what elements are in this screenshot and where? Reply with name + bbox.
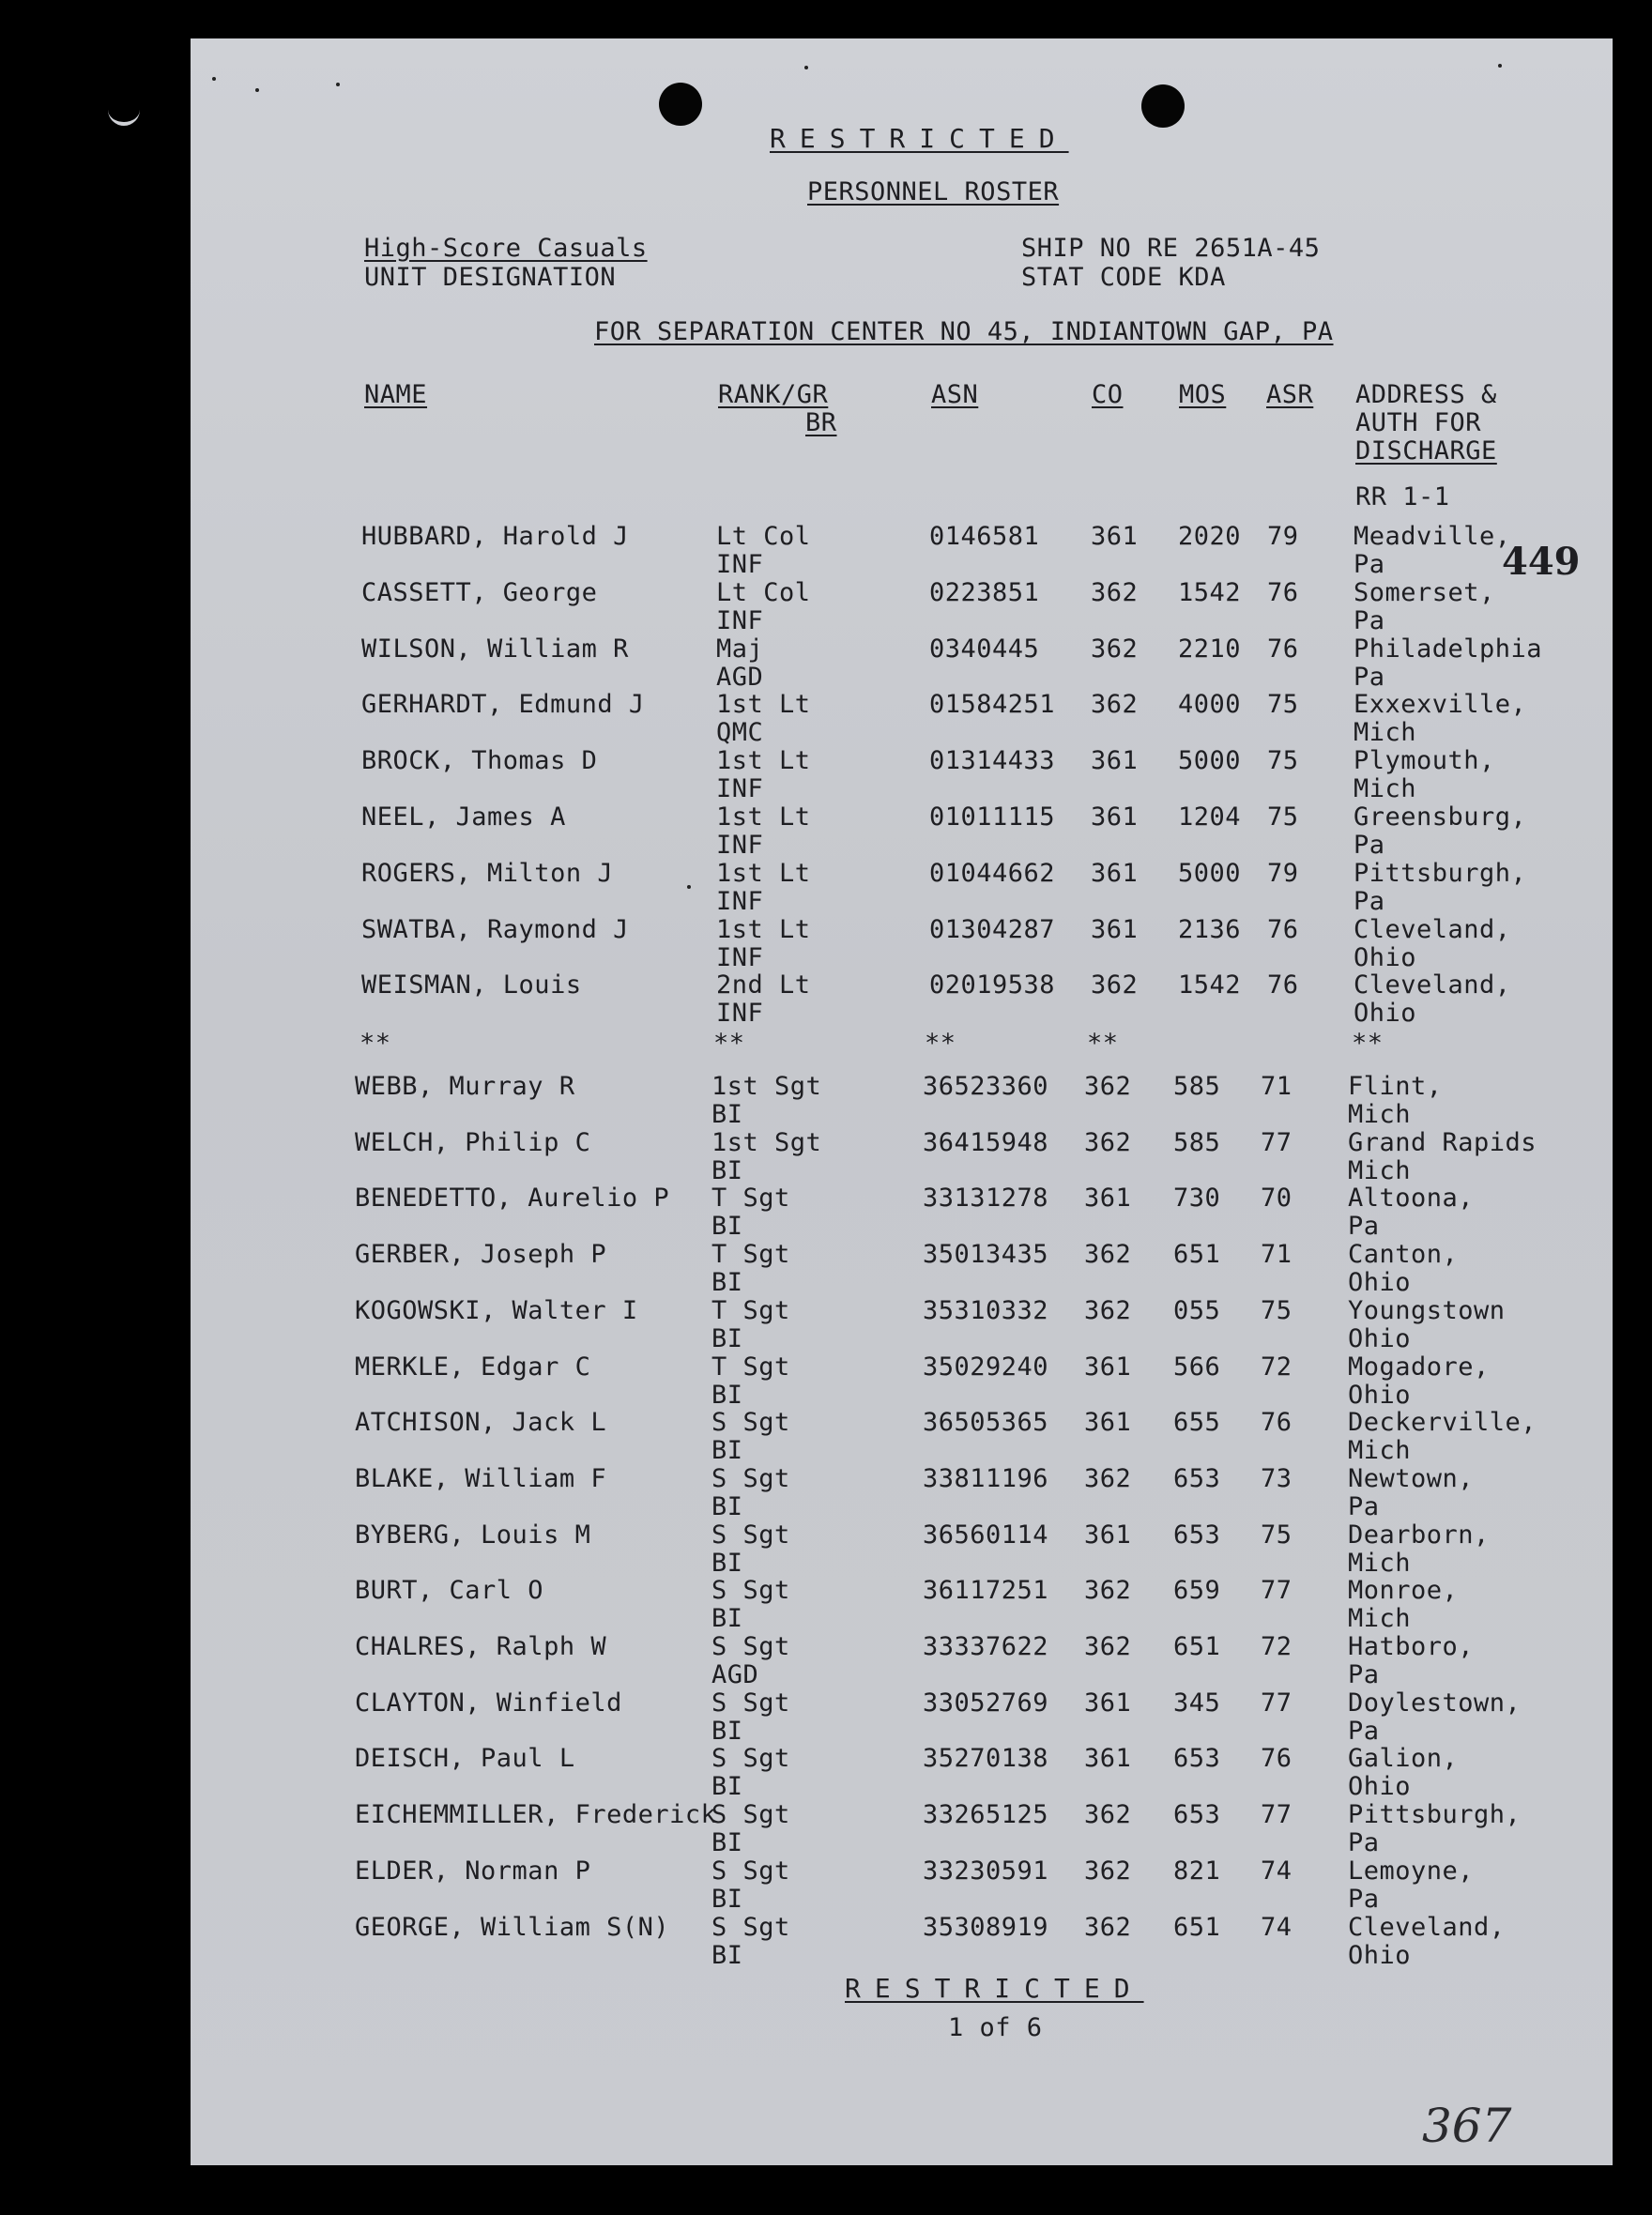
separator-rank: ** (713, 1029, 745, 1058)
member-mos: 651 (1173, 1632, 1221, 1661)
member-company: 362 (1084, 1463, 1132, 1493)
member-company: 362 (1084, 1632, 1132, 1661)
separator-co: ** (1087, 1029, 1119, 1058)
member-asn: 36523360 (923, 1072, 1049, 1101)
member-city: Lemoyne, (1348, 1856, 1475, 1886)
member-state: Pa (1348, 1828, 1380, 1858)
member-asn: 35310332 (923, 1295, 1049, 1325)
member-name: BURT, Carl O (355, 1576, 544, 1606)
member-company: 362 (1091, 970, 1139, 1001)
member-asn: 36117251 (923, 1576, 1049, 1606)
member-branch: AGD (716, 662, 764, 692)
member-asn: 33265125 (923, 1800, 1049, 1830)
member-asr: 71 (1261, 1072, 1293, 1101)
member-branch: BI (711, 1884, 743, 1914)
member-rank: Maj (716, 634, 764, 664)
member-mos: 1204 (1178, 802, 1242, 832)
roster-title: PERSONNEL ROSTER (807, 177, 1060, 206)
member-rank: 2nd Lt (716, 970, 811, 1001)
member-city: Exxexville, (1354, 690, 1527, 720)
member-name: GERBER, Joseph P (355, 1240, 607, 1270)
member-city: Newtown, (1348, 1463, 1475, 1493)
member-rank: T Sgt (711, 1240, 790, 1270)
member-rank: 1st Sgt (711, 1072, 822, 1101)
member-asr: 76 (1267, 970, 1299, 1001)
member-asr: 75 (1261, 1295, 1293, 1325)
member-asn: 35013435 (923, 1240, 1049, 1270)
member-city: Somerset, (1354, 577, 1495, 607)
speck (336, 83, 340, 86)
member-state: Pa (1354, 550, 1385, 579)
member-state: Pa (1354, 831, 1385, 860)
member-branch: INF (716, 886, 764, 916)
member-mos: 585 (1173, 1072, 1221, 1101)
member-rank: S Sgt (711, 1408, 790, 1438)
member-branch: BI (711, 1380, 743, 1410)
member-rank: 1st Lt (716, 690, 811, 720)
member-company: 361 (1084, 1352, 1132, 1382)
member-asr: 73 (1261, 1463, 1293, 1493)
member-asr: 79 (1267, 858, 1299, 888)
member-branch: INF (716, 605, 764, 635)
member-asn: 33052769 (923, 1688, 1049, 1718)
member-asr: 74 (1261, 1912, 1293, 1942)
member-branch: AGD (711, 1660, 759, 1689)
member-mos: 2210 (1178, 634, 1242, 664)
member-state: Pa (1348, 1491, 1380, 1521)
member-city: Canton, (1348, 1240, 1459, 1270)
handwritten-number-449: 449 (1502, 540, 1581, 584)
member-mos: 566 (1173, 1352, 1221, 1382)
member-company: 361 (1091, 522, 1139, 551)
member-city: Pittsburgh, (1348, 1800, 1522, 1830)
member-company: 361 (1084, 1688, 1132, 1718)
member-mos: 5000 (1178, 746, 1242, 776)
col-branch: BR (805, 408, 837, 437)
member-asr: 77 (1261, 1688, 1293, 1718)
member-asn: 36415948 (923, 1127, 1049, 1157)
member-rank: S Sgt (711, 1800, 790, 1830)
member-mos: 651 (1173, 1912, 1221, 1942)
member-company: 361 (1084, 1744, 1132, 1774)
member-city: Plymouth, (1354, 746, 1495, 776)
separation-center: FOR SEPARATION CENTER NO 45, INDIANTOWN GAP, PA (594, 317, 1334, 346)
member-state: Ohio (1354, 999, 1417, 1029)
member-name: GEORGE, William S(N) (355, 1912, 670, 1942)
member-asr: 76 (1267, 634, 1299, 664)
member-asn: 36560114 (923, 1520, 1049, 1550)
speck (255, 88, 259, 92)
member-asr: 77 (1261, 1800, 1293, 1830)
col-address-1: ADDRESS & (1355, 380, 1497, 409)
member-company: 362 (1091, 577, 1139, 607)
member-rank: 1st Lt (716, 914, 811, 944)
col-asn: ASN (931, 380, 979, 409)
member-asn: 02019538 (929, 970, 1056, 1001)
member-state: Pa (1354, 662, 1385, 692)
member-state: Mich (1348, 1604, 1412, 1634)
speck (804, 66, 808, 69)
member-state: Ohio (1348, 1772, 1412, 1802)
member-company: 362 (1084, 1912, 1132, 1942)
member-company: 362 (1084, 1576, 1132, 1606)
member-company: 361 (1091, 746, 1139, 776)
member-mos: 651 (1173, 1240, 1221, 1270)
member-city: Cleveland, (1354, 914, 1511, 944)
member-name: WELCH, Philip C (355, 1127, 591, 1157)
member-asn: 01011115 (929, 802, 1056, 832)
member-name: WEISMAN, Louis (361, 970, 582, 1001)
member-rank: 1st Lt (716, 858, 811, 888)
member-asr: 74 (1261, 1856, 1293, 1886)
member-city: Philadelphia (1354, 634, 1543, 664)
member-asn: 01304287 (929, 914, 1056, 944)
member-company: 362 (1084, 1856, 1132, 1886)
member-name: BROCK, Thomas D (361, 746, 598, 776)
col-address-3: DISCHARGE (1355, 436, 1497, 466)
stat-code: STAT CODE KDA (1021, 263, 1226, 292)
member-state: Mich (1348, 1436, 1412, 1466)
member-branch: INF (716, 831, 764, 860)
speck (212, 77, 216, 81)
member-mos: 2136 (1178, 914, 1242, 944)
member-name: WILSON, William R (361, 634, 629, 664)
member-asr: 76 (1261, 1744, 1293, 1774)
member-rank: 1st Lt (716, 746, 811, 776)
member-asr: 76 (1261, 1408, 1293, 1438)
member-state: Mich (1348, 1100, 1412, 1129)
member-city: Deckerville, (1348, 1408, 1537, 1438)
member-company: 362 (1091, 690, 1139, 720)
member-city: Cleveland, (1348, 1912, 1506, 1942)
member-state: Mich (1354, 774, 1417, 804)
member-company: 362 (1084, 1072, 1132, 1101)
member-state: Ohio (1348, 1323, 1412, 1353)
member-rank: S Sgt (711, 1632, 790, 1661)
member-company: 362 (1091, 634, 1139, 664)
member-asn: 35270138 (923, 1744, 1049, 1774)
restricted-heading: RESTRICTED (770, 123, 1069, 154)
member-mos: 2020 (1178, 522, 1242, 551)
speck (687, 885, 691, 889)
member-asr: 71 (1261, 1240, 1293, 1270)
member-company: 362 (1084, 1127, 1132, 1157)
member-mos: 1542 (1178, 577, 1242, 607)
member-asr: 75 (1267, 802, 1299, 832)
member-rank: 1st Lt (716, 802, 811, 832)
member-city: Dearborn, (1348, 1520, 1490, 1550)
member-rank: S Sgt (711, 1856, 790, 1886)
member-asn: 33811196 (923, 1463, 1049, 1493)
member-branch: INF (716, 942, 764, 972)
member-asn: 35029240 (923, 1352, 1049, 1382)
member-name: MERKLE, Edgar C (355, 1352, 591, 1382)
unit-designation-label: UNIT DESIGNATION (364, 263, 617, 292)
member-rank: Lt Col (716, 522, 811, 551)
col-rank: RANK/GR (718, 380, 829, 409)
member-branch: BI (711, 1491, 743, 1521)
member-city: Altoona, (1348, 1184, 1475, 1214)
member-mos: 055 (1173, 1295, 1221, 1325)
member-state: Ohio (1348, 1380, 1412, 1410)
member-city: Youngstown (1348, 1295, 1506, 1325)
member-name: CASSETT, George (361, 577, 598, 607)
member-branch: BI (711, 1323, 743, 1353)
col-mos: MOS (1179, 380, 1227, 409)
member-branch: INF (716, 774, 764, 804)
member-branch: BI (711, 1716, 743, 1746)
member-asr: 77 (1261, 1127, 1293, 1157)
member-branch: INF (716, 999, 764, 1029)
col-co: CO (1092, 380, 1124, 409)
member-company: 361 (1084, 1408, 1132, 1438)
member-name: BENEDETTO, Aurelio P (355, 1184, 670, 1214)
page-number: 1 of 6 (948, 2013, 1043, 2042)
member-city: Cleveland, (1354, 970, 1511, 1001)
member-city: Hatboro, (1348, 1632, 1475, 1661)
member-rank: S Sgt (711, 1744, 790, 1774)
col-name: NAME (364, 380, 428, 409)
unit-designation-value: High-Score Casuals (364, 234, 648, 263)
member-city: Monroe, (1348, 1576, 1459, 1606)
member-name: KOGOWSKI, Walter I (355, 1295, 638, 1325)
member-mos: 653 (1173, 1520, 1221, 1550)
member-state: Pa (1348, 1884, 1380, 1914)
member-name: BLAKE, William F (355, 1463, 607, 1493)
member-mos: 653 (1173, 1463, 1221, 1493)
member-asn: 36505365 (923, 1408, 1049, 1438)
member-name: CLAYTON, Winfield (355, 1688, 622, 1718)
member-asn: 0340445 (929, 634, 1040, 664)
member-asr: 72 (1261, 1632, 1293, 1661)
member-asr: 75 (1267, 746, 1299, 776)
member-branch: BI (711, 1268, 743, 1298)
punch-hole-left (659, 83, 702, 126)
member-state: Mich (1348, 1155, 1412, 1185)
member-city: Grand Rapids (1348, 1127, 1537, 1157)
member-company: 361 (1084, 1184, 1132, 1214)
member-name: DEISCH, Paul L (355, 1744, 575, 1774)
member-asn: 01044662 (929, 858, 1056, 888)
member-city: Meadville, (1354, 522, 1511, 551)
member-asr: 79 (1267, 522, 1299, 551)
member-name: EICHEMMILLER, Frederick (355, 1800, 717, 1830)
member-state: Pa (1348, 1716, 1380, 1746)
member-asr: 70 (1261, 1184, 1293, 1214)
member-mos: 659 (1173, 1576, 1221, 1606)
punch-hole-right (1141, 84, 1185, 128)
member-mos: 4000 (1178, 690, 1242, 720)
member-asr: 75 (1267, 690, 1299, 720)
member-asn: 01314433 (929, 746, 1056, 776)
member-branch: BI (711, 1436, 743, 1466)
member-state: Mich (1354, 718, 1417, 748)
member-asr: 75 (1261, 1520, 1293, 1550)
member-city: Mogadore, (1348, 1352, 1490, 1382)
member-name: ELDER, Norman P (355, 1856, 591, 1886)
member-branch: BI (711, 1940, 743, 1970)
member-branch: BI (711, 1155, 743, 1185)
member-branch: BI (711, 1212, 743, 1242)
member-rank: T Sgt (711, 1352, 790, 1382)
member-rank: S Sgt (711, 1576, 790, 1606)
member-mos: 821 (1173, 1856, 1221, 1886)
member-name: ATCHISON, Jack L (355, 1408, 607, 1438)
member-rank: T Sgt (711, 1295, 790, 1325)
member-company: 361 (1091, 802, 1139, 832)
member-name: ROGERS, Milton J (361, 858, 614, 888)
restricted-footer: RESTRICTED (845, 1973, 1144, 2004)
member-name: CHALRES, Ralph W (355, 1632, 607, 1661)
member-mos: 655 (1173, 1408, 1221, 1438)
member-city: Flint, (1348, 1072, 1443, 1101)
member-asr: 76 (1267, 914, 1299, 944)
member-name: GERHARDT, Edmund J (361, 690, 645, 720)
member-rank: Lt Col (716, 577, 811, 607)
member-rank: S Sgt (711, 1688, 790, 1718)
member-state: Ohio (1348, 1268, 1412, 1298)
member-mos: 653 (1173, 1800, 1221, 1830)
member-rank: T Sgt (711, 1184, 790, 1214)
member-branch: BI (711, 1548, 743, 1578)
member-company: 361 (1091, 858, 1139, 888)
member-asn: 0223851 (929, 577, 1040, 607)
separator-asn: ** (925, 1029, 956, 1058)
member-state: Ohio (1348, 1940, 1412, 1970)
discharge-authority: RR 1-1 (1355, 482, 1450, 512)
member-state: Pa (1348, 1660, 1380, 1689)
member-company: 362 (1084, 1295, 1132, 1325)
member-state: Mich (1348, 1548, 1412, 1578)
member-name: WEBB, Murray R (355, 1072, 575, 1101)
member-mos: 5000 (1178, 858, 1242, 888)
member-name: SWATBA, Raymond J (361, 914, 629, 944)
member-branch: INF (716, 550, 764, 579)
member-city: Galion, (1348, 1744, 1459, 1774)
member-state: Pa (1348, 1212, 1380, 1242)
separator-address: ** (1352, 1029, 1384, 1058)
member-branch: BI (711, 1604, 743, 1634)
member-asn: 01584251 (929, 690, 1056, 720)
member-city: Pittsburgh, (1354, 858, 1527, 888)
member-mos: 345 (1173, 1688, 1221, 1718)
member-asn: 0146581 (929, 522, 1040, 551)
member-name: HUBBARD, Harold J (361, 522, 629, 551)
member-asr: 77 (1261, 1576, 1293, 1606)
member-mos: 730 (1173, 1184, 1221, 1214)
member-asn: 33131278 (923, 1184, 1049, 1214)
member-branch: BI (711, 1772, 743, 1802)
member-rank: S Sgt (711, 1520, 790, 1550)
member-city: Doylestown, (1348, 1688, 1522, 1718)
member-city: Greensburg, (1354, 802, 1527, 832)
scan-edge-mark (108, 103, 140, 126)
separator-name: ** (359, 1029, 391, 1058)
member-company: 361 (1091, 914, 1139, 944)
member-rank: 1st Sgt (711, 1127, 822, 1157)
member-mos: 585 (1173, 1127, 1221, 1157)
handwritten-number-367: 367 (1422, 2099, 1512, 2153)
member-state: Ohio (1354, 942, 1417, 972)
member-rank: S Sgt (711, 1463, 790, 1493)
member-mos: 653 (1173, 1744, 1221, 1774)
member-branch: BI (711, 1828, 743, 1858)
member-asr: 72 (1261, 1352, 1293, 1382)
col-asr: ASR (1266, 380, 1314, 409)
member-branch: BI (711, 1100, 743, 1129)
member-company: 362 (1084, 1800, 1132, 1830)
member-asr: 76 (1267, 577, 1299, 607)
member-state: Pa (1354, 886, 1385, 916)
member-name: BYBERG, Louis M (355, 1520, 591, 1550)
member-asn: 33337622 (923, 1632, 1049, 1661)
member-company: 361 (1084, 1520, 1132, 1550)
member-state: Pa (1354, 605, 1385, 635)
member-branch: QMC (716, 718, 764, 748)
member-asn: 35308919 (923, 1912, 1049, 1942)
member-mos: 1542 (1178, 970, 1242, 1001)
ship-number: SHIP NO RE 2651A-45 (1021, 234, 1321, 263)
col-address-2: AUTH FOR (1355, 408, 1482, 437)
member-asn: 33230591 (923, 1856, 1049, 1886)
member-rank: S Sgt (711, 1912, 790, 1942)
speck (1498, 64, 1502, 68)
member-name: NEEL, James A (361, 802, 566, 832)
member-company: 362 (1084, 1240, 1132, 1270)
